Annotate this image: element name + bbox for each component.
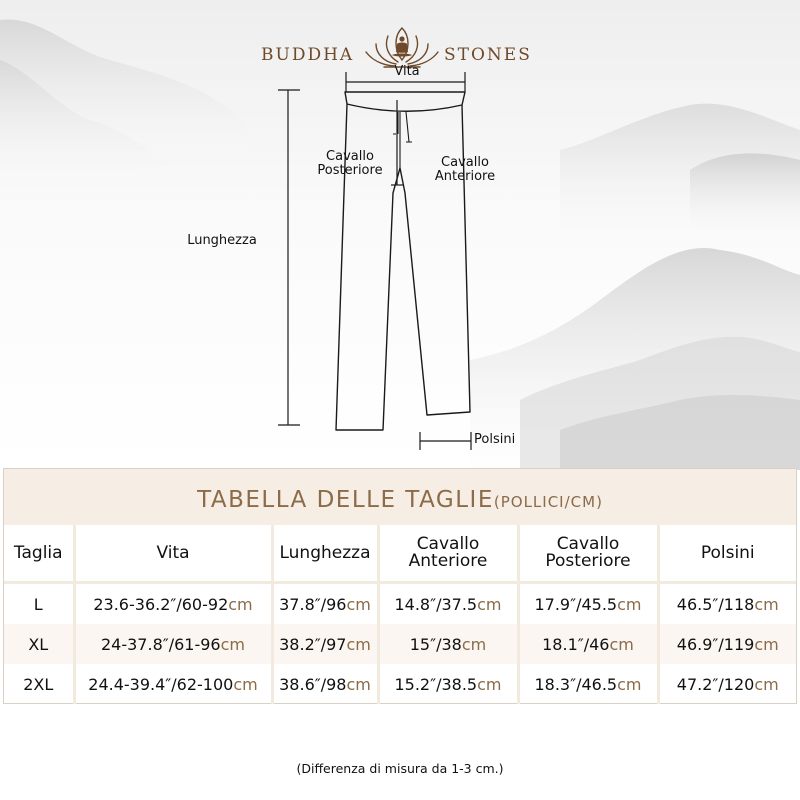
cell-value: 37.8″/96 — [279, 594, 347, 614]
size-chart-title-text: TABELLA DELLE TAGLIE — [197, 487, 494, 513]
unit-suffix: cm — [220, 634, 245, 654]
cell-value: 46.9″/119 — [676, 634, 755, 654]
cell-size: L — [33, 594, 43, 614]
table-row — [4, 583, 796, 625]
cell-waist — [74, 664, 272, 704]
cell-length — [272, 624, 378, 664]
back-rise-label — [300, 150, 400, 178]
unit-suffix: cm — [233, 674, 258, 694]
col-header-waist: Vita — [74, 525, 272, 583]
drawstring-right — [406, 112, 412, 142]
cell-cuff — [658, 624, 796, 664]
pants-outline — [336, 92, 470, 430]
cell-value: 47.2″/120 — [676, 674, 755, 694]
col-header-back-rise: Cavallo Posteriore — [518, 525, 658, 583]
cell-value: 14.8″/37.5 — [394, 594, 478, 614]
cell-waist — [74, 583, 272, 625]
cell-size: 2XL — [23, 674, 54, 694]
size-chart-table — [3, 468, 797, 704]
col-header-front-rise: Cavallo Anteriore — [378, 525, 518, 583]
unit-suffix: cm — [617, 674, 642, 694]
cell-cuff — [658, 583, 796, 625]
size-chart-unit: (POLLICI/CM) — [493, 493, 603, 511]
unit-suffix: cm — [346, 594, 371, 614]
cell-value: 46.5″/118 — [676, 594, 755, 614]
cell-value: 38.6″/98 — [279, 674, 347, 694]
table-row — [4, 664, 796, 704]
cell-value: 18.1″/46 — [542, 634, 610, 654]
measurement-footnote: (Differenza di misura da 1-3 cm.) — [296, 761, 504, 776]
cell-value: 24-37.8″/61-96 — [100, 634, 221, 654]
cell-value: 15″/38 — [409, 634, 462, 654]
cell-value: 38.2″/97 — [279, 634, 347, 654]
back-rise-label-line1: Cavallo — [326, 149, 374, 164]
cell-length — [272, 583, 378, 625]
cell-waist — [74, 624, 272, 664]
cell-cuff — [658, 664, 796, 704]
unit-suffix: cm — [754, 634, 779, 654]
col-header-cuff: Polsini — [658, 525, 796, 583]
cell-value: 23.6-36.2″/60-92 — [93, 594, 229, 614]
back-rise-label-line2: Posteriore — [317, 163, 383, 178]
cell-front-rise — [378, 583, 518, 625]
cuff-label: Polsini — [474, 432, 516, 447]
cell-front-rise — [378, 624, 518, 664]
cell-value: 17.9″/45.5 — [534, 594, 618, 614]
unit-suffix: cm — [461, 634, 487, 654]
brand-name-left: BUDDHA — [261, 45, 355, 65]
size-grid — [4, 525, 796, 704]
front-rise-label — [413, 156, 517, 184]
col-header-length: Lunghezza — [272, 525, 378, 583]
unit-suffix: cm — [617, 594, 642, 614]
unit-suffix: cm — [477, 594, 502, 614]
table-row — [4, 624, 796, 664]
waist-label: Vita — [394, 64, 420, 79]
cell-back-rise — [518, 624, 658, 664]
unit-suffix: cm — [346, 674, 371, 694]
waistband-line — [347, 104, 462, 111]
unit-suffix: cm — [346, 634, 371, 654]
cell-value: 18.3″/46.5 — [534, 674, 618, 694]
cell-size: XL — [4, 624, 74, 664]
cell-value: 15.2″/38.5 — [394, 674, 478, 694]
length-label: Lunghezza — [187, 233, 257, 248]
front-rise-label-line1: Cavallo — [441, 155, 489, 170]
unit-suffix: cm — [609, 634, 634, 654]
unit-suffix: cm — [754, 674, 779, 694]
unit-suffix: cm — [228, 594, 253, 614]
unit-suffix: cm — [477, 674, 502, 694]
front-rise-label-line2: Anteriore — [434, 169, 496, 184]
cell-back-rise — [518, 583, 658, 625]
cell-length — [272, 664, 378, 704]
cell-front-rise — [378, 664, 518, 704]
col-header-size: Taglia — [4, 525, 74, 583]
brand-name-right: STONES — [444, 45, 532, 65]
size-grid-header — [4, 525, 796, 583]
cell-value: 24.4-39.4″/62-100 — [88, 674, 234, 694]
cell-back-rise — [518, 664, 658, 704]
unit-suffix: cm — [754, 594, 779, 614]
size-chart-title — [4, 469, 796, 526]
